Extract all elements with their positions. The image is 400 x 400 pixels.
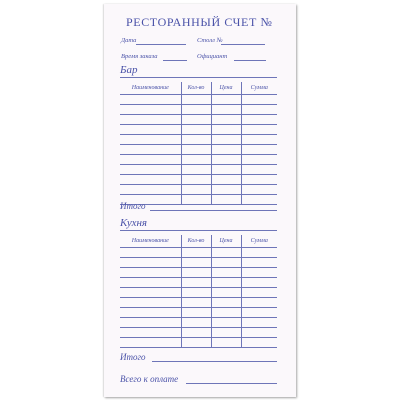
bar-table-row <box>120 125 277 135</box>
bar-table-cell[interactable] <box>241 145 277 155</box>
bar-table-cell[interactable] <box>241 115 277 125</box>
bar-table-cell[interactable] <box>120 135 181 145</box>
bar-col-sum: Сумма <box>241 82 277 95</box>
bar-table-cell[interactable] <box>241 195 277 205</box>
bar-table-cell[interactable] <box>181 95 211 105</box>
bar-table-cell[interactable] <box>181 185 211 195</box>
bar-table-cell[interactable] <box>120 165 181 175</box>
date-field-line <box>136 44 186 45</box>
kitchen-table-cell[interactable] <box>181 288 211 298</box>
bar-table-cell[interactable] <box>241 125 277 135</box>
bar-table-row <box>120 185 277 195</box>
kitchen-table-header <box>120 235 277 248</box>
kitchen-table-cell[interactable] <box>120 308 181 318</box>
kitchen-table-cell[interactable] <box>181 278 211 288</box>
kitchen-col-sum: Сумма <box>241 235 277 248</box>
kitchen-table-row <box>120 248 277 258</box>
bar-col-qty: Кол-во <box>181 82 211 95</box>
kitchen-table-cell[interactable] <box>211 258 241 268</box>
bar-table-row <box>120 105 277 115</box>
kitchen-table-cell[interactable] <box>211 338 241 348</box>
kitchen-total-line <box>152 361 277 362</box>
kitchen-table-cell[interactable] <box>181 328 211 338</box>
kitchen-col-qty: Кол-во <box>181 235 211 248</box>
bar-table-cell[interactable] <box>211 145 241 155</box>
bar-table-cell[interactable] <box>241 165 277 175</box>
kitchen-section-heading: Кухня <box>120 217 148 229</box>
bar-table-row <box>120 115 277 125</box>
bar-table-row <box>120 135 277 145</box>
bar-table-row <box>120 95 277 105</box>
bar-table-cell[interactable] <box>241 185 277 195</box>
kitchen-table-cell[interactable] <box>181 258 211 268</box>
kitchen-table-row <box>120 288 277 298</box>
kitchen-table-cell[interactable] <box>241 258 277 268</box>
bar-table-cell[interactable] <box>120 145 181 155</box>
bar-table-row <box>120 145 277 155</box>
bar-table-cell[interactable] <box>181 195 211 205</box>
bar-table-cell[interactable] <box>181 105 211 115</box>
kitchen-table-cell[interactable] <box>181 298 211 308</box>
bar-table-cell[interactable] <box>211 135 241 145</box>
kitchen-table-cell[interactable] <box>241 288 277 298</box>
kitchen-table-cell[interactable] <box>211 298 241 308</box>
kitchen-table-cell[interactable] <box>241 338 277 348</box>
kitchen-col-price: Цена <box>211 235 241 248</box>
kitchen-table-cell[interactable] <box>211 278 241 288</box>
waiter-label: Официант <box>197 53 228 60</box>
kitchen-table-cell[interactable] <box>211 318 241 328</box>
bar-table-cell[interactable] <box>211 175 241 185</box>
order-time-field-line <box>163 60 187 61</box>
kitchen-table-cell[interactable] <box>120 248 181 258</box>
kitchen-table-row <box>120 298 277 308</box>
bar-table-row <box>120 155 277 165</box>
bar-table-cell[interactable] <box>211 115 241 125</box>
bar-total-line <box>150 210 277 211</box>
order-time-label: Время заказа <box>121 53 158 60</box>
bar-table-cell[interactable] <box>181 155 211 165</box>
bar-table-cell[interactable] <box>211 105 241 115</box>
kitchen-table-cell[interactable] <box>241 298 277 308</box>
bar-table-cell[interactable] <box>181 165 211 175</box>
kitchen-table-row <box>120 258 277 268</box>
bar-table-header <box>120 82 277 95</box>
kitchen-table-row <box>120 328 277 338</box>
bar-table-cell[interactable] <box>120 175 181 185</box>
kitchen-table-cell[interactable] <box>120 258 181 268</box>
grand-total-label: Всего к оплате <box>120 374 179 384</box>
bar-table-cell[interactable] <box>120 95 181 105</box>
bar-table-cell[interactable] <box>241 175 277 185</box>
bar-table-cell[interactable] <box>120 125 181 135</box>
kitchen-table-cell[interactable] <box>181 318 211 328</box>
bar-table-cell[interactable] <box>211 165 241 175</box>
receipt-title: РЕСТОРАННЫЙ СЧЕТ № <box>126 15 273 29</box>
kitchen-table-cell[interactable] <box>241 318 277 328</box>
kitchen-table-row <box>120 338 277 348</box>
bar-table-cell[interactable] <box>181 135 211 145</box>
grand-total-line <box>186 383 277 384</box>
bar-table-cell[interactable] <box>211 185 241 195</box>
kitchen-table-cell[interactable] <box>120 298 181 308</box>
bar-table-body <box>120 95 277 205</box>
table-number-label: Столл № <box>197 37 223 44</box>
kitchen-section-rule <box>120 230 277 231</box>
kitchen-table-body <box>120 248 277 348</box>
bar-col-name: Наименование <box>120 82 181 95</box>
kitchen-table-cell[interactable] <box>211 288 241 298</box>
bar-table-cell[interactable] <box>120 155 181 165</box>
bar-col-price: Цена <box>211 82 241 95</box>
kitchen-table-cell[interactable] <box>241 248 277 258</box>
kitchen-table-cell[interactable] <box>120 278 181 288</box>
bar-table-cell[interactable] <box>211 155 241 165</box>
kitchen-table-cell[interactable] <box>181 268 211 278</box>
kitchen-table-cell[interactable] <box>181 338 211 348</box>
kitchen-table-cell[interactable] <box>120 268 181 278</box>
bar-table-cell[interactable] <box>211 195 241 205</box>
bar-table-cell[interactable] <box>120 105 181 115</box>
kitchen-items-table <box>120 235 277 348</box>
date-label: Дата <box>121 37 137 44</box>
kitchen-table-cell[interactable] <box>241 278 277 288</box>
kitchen-table-cell[interactable] <box>211 308 241 318</box>
bar-table-cell[interactable] <box>181 175 211 185</box>
waiter-field-line <box>234 60 266 61</box>
kitchen-table-cell[interactable] <box>241 268 277 278</box>
kitchen-table-cell[interactable] <box>120 318 181 328</box>
kitchen-table-cell[interactable] <box>120 328 181 338</box>
kitchen-table-row <box>120 278 277 288</box>
bar-table-cell[interactable] <box>211 125 241 135</box>
bar-table-cell[interactable] <box>120 185 181 195</box>
bar-table-cell[interactable] <box>241 135 277 145</box>
bar-section-heading: Бар <box>120 64 138 76</box>
bar-table-cell[interactable] <box>120 115 181 125</box>
kitchen-total-label: Итого <box>120 352 146 362</box>
kitchen-table-row <box>120 308 277 318</box>
kitchen-table-cell[interactable] <box>211 328 241 338</box>
bar-table-cell[interactable] <box>241 155 277 165</box>
kitchen-table-cell[interactable] <box>241 308 277 318</box>
bar-table-cell[interactable] <box>181 115 211 125</box>
kitchen-table-cell[interactable] <box>241 328 277 338</box>
kitchen-col-name: Наименование <box>120 235 181 248</box>
kitchen-table-cell[interactable] <box>120 338 181 348</box>
bar-table-row <box>120 175 277 185</box>
bar-table-cell[interactable] <box>241 95 277 105</box>
table-number-field-line <box>221 44 265 45</box>
kitchen-table-row <box>120 268 277 278</box>
kitchen-table-row <box>120 318 277 328</box>
bar-total-label: Итого <box>120 201 146 211</box>
bar-table-cell[interactable] <box>181 145 211 155</box>
bar-table-cell[interactable] <box>181 125 211 135</box>
kitchen-table-cell[interactable] <box>120 288 181 298</box>
bar-table-cell[interactable] <box>211 95 241 105</box>
bar-table-row <box>120 165 277 175</box>
bar-table-cell[interactable] <box>241 105 277 115</box>
kitchen-table-cell[interactable] <box>181 308 211 318</box>
kitchen-table-cell[interactable] <box>181 248 211 258</box>
bar-section-rule <box>120 77 277 78</box>
kitchen-table-cell[interactable] <box>211 248 241 258</box>
bar-items-table <box>120 82 277 205</box>
kitchen-table-cell[interactable] <box>211 268 241 278</box>
